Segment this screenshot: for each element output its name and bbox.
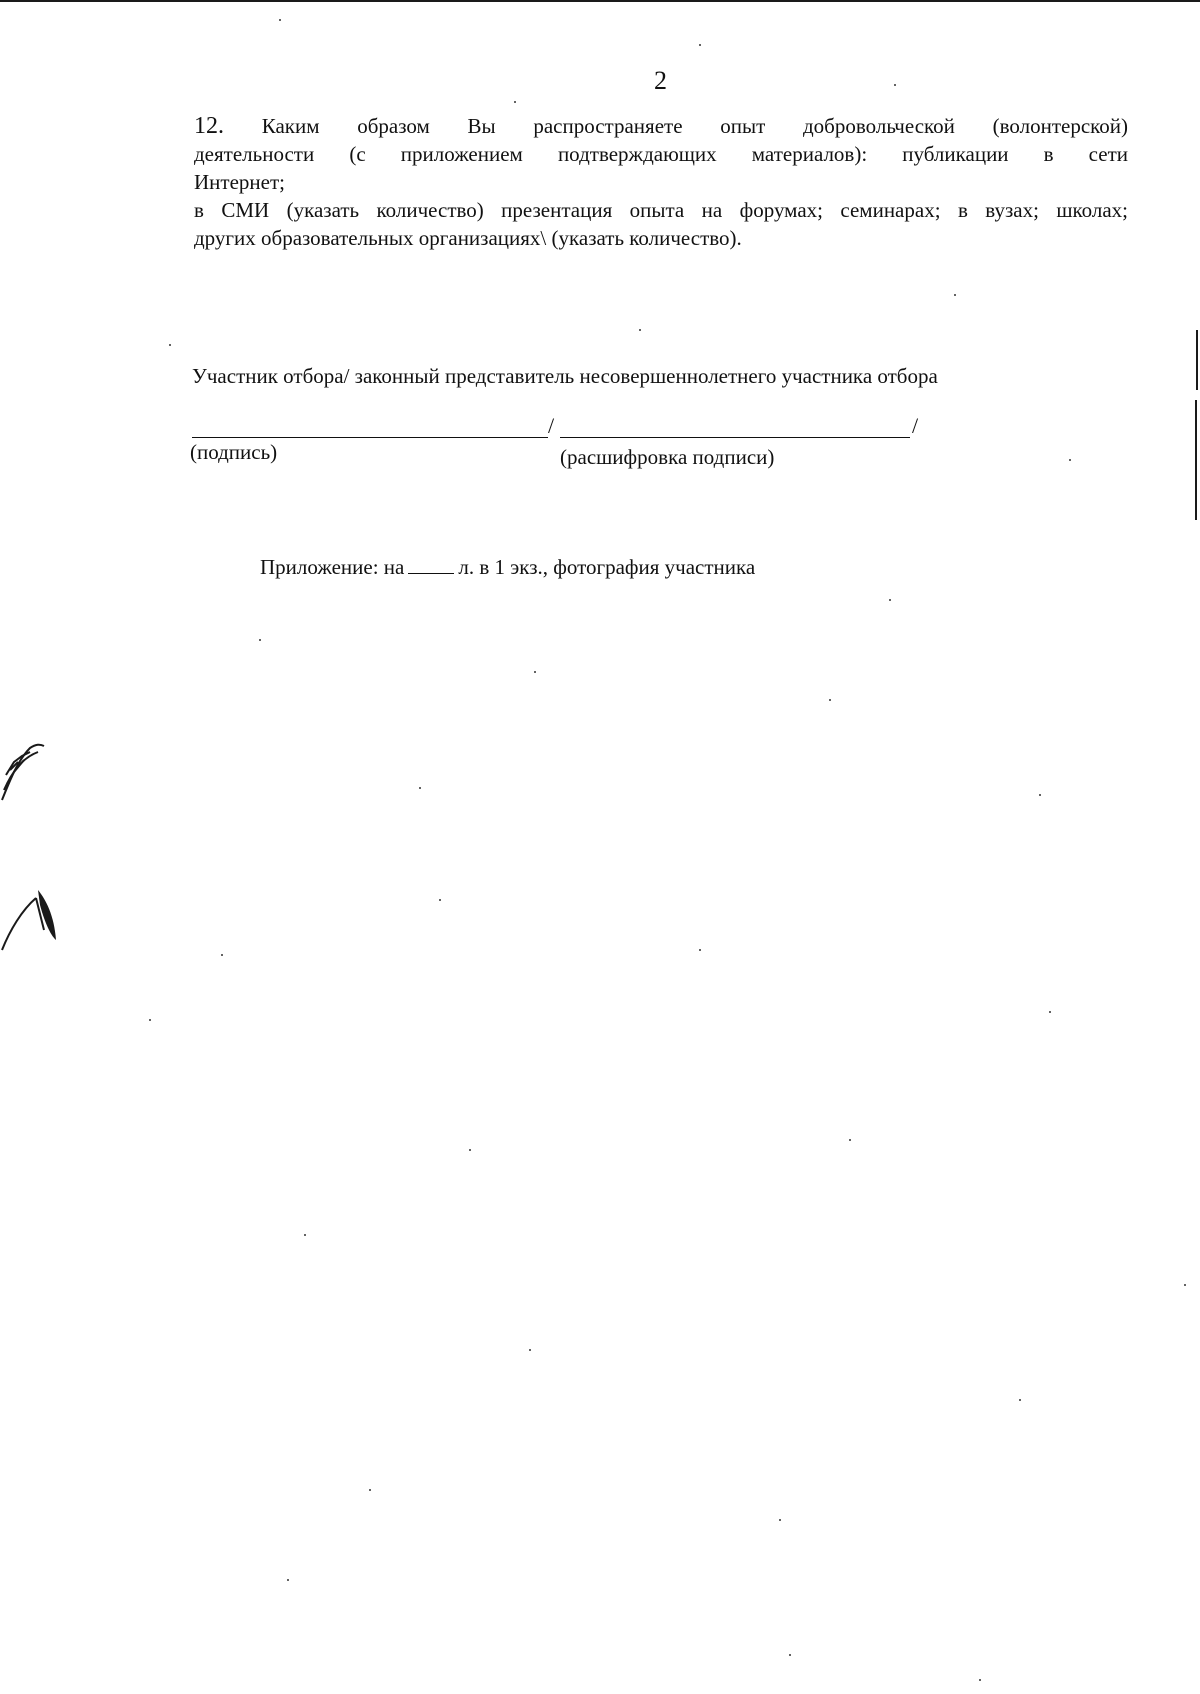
signature-decoding-line — [560, 437, 910, 438]
attachment-suffix: л. в 1 экз., фотография участника — [458, 555, 756, 579]
question-line-3: Интернет; — [194, 170, 285, 194]
question-line-1-text: Каким образом Вы распространяете опыт добровольческой (волонтерской) — [261, 114, 1129, 138]
question-line-1 — [194, 112, 1128, 140]
attachment-note — [260, 554, 755, 580]
binding-mark-lower — [2, 890, 56, 950]
participant-caption: Участник отбора/ законный представитель несовершеннолетнего участника отбора — [192, 364, 938, 388]
question-line-5: других образовательных организациях\ (указать количество). — [194, 226, 742, 250]
question-line-4: в СМИ (указать количество) презентация опыта на форумах; семинарах; в вузах; школах; — [194, 198, 1128, 222]
page-number: 2 — [654, 66, 667, 95]
signature-line — [192, 437, 548, 438]
sheet-count-blank — [408, 557, 454, 574]
binding-mark-upper — [2, 745, 44, 800]
attachment-prefix: Приложение: на — [260, 555, 405, 579]
signature-separator: / — [548, 413, 555, 438]
signature-decoding-label: (расшифровка подписи) — [560, 445, 775, 469]
right-edge-marks — [1195, 330, 1198, 520]
question-line-2: деятельности (с приложением подтверждающих материалов): публикации в сети — [194, 142, 1128, 166]
signature-label: (подпись) — [190, 440, 278, 464]
signature-end-separator: / — [912, 413, 919, 438]
page-top-edge — [0, 0, 1200, 2]
question-12 — [194, 112, 1128, 252]
scan-speckles — [149, 19, 1186, 1681]
question-number: 12. — [194, 113, 224, 139]
